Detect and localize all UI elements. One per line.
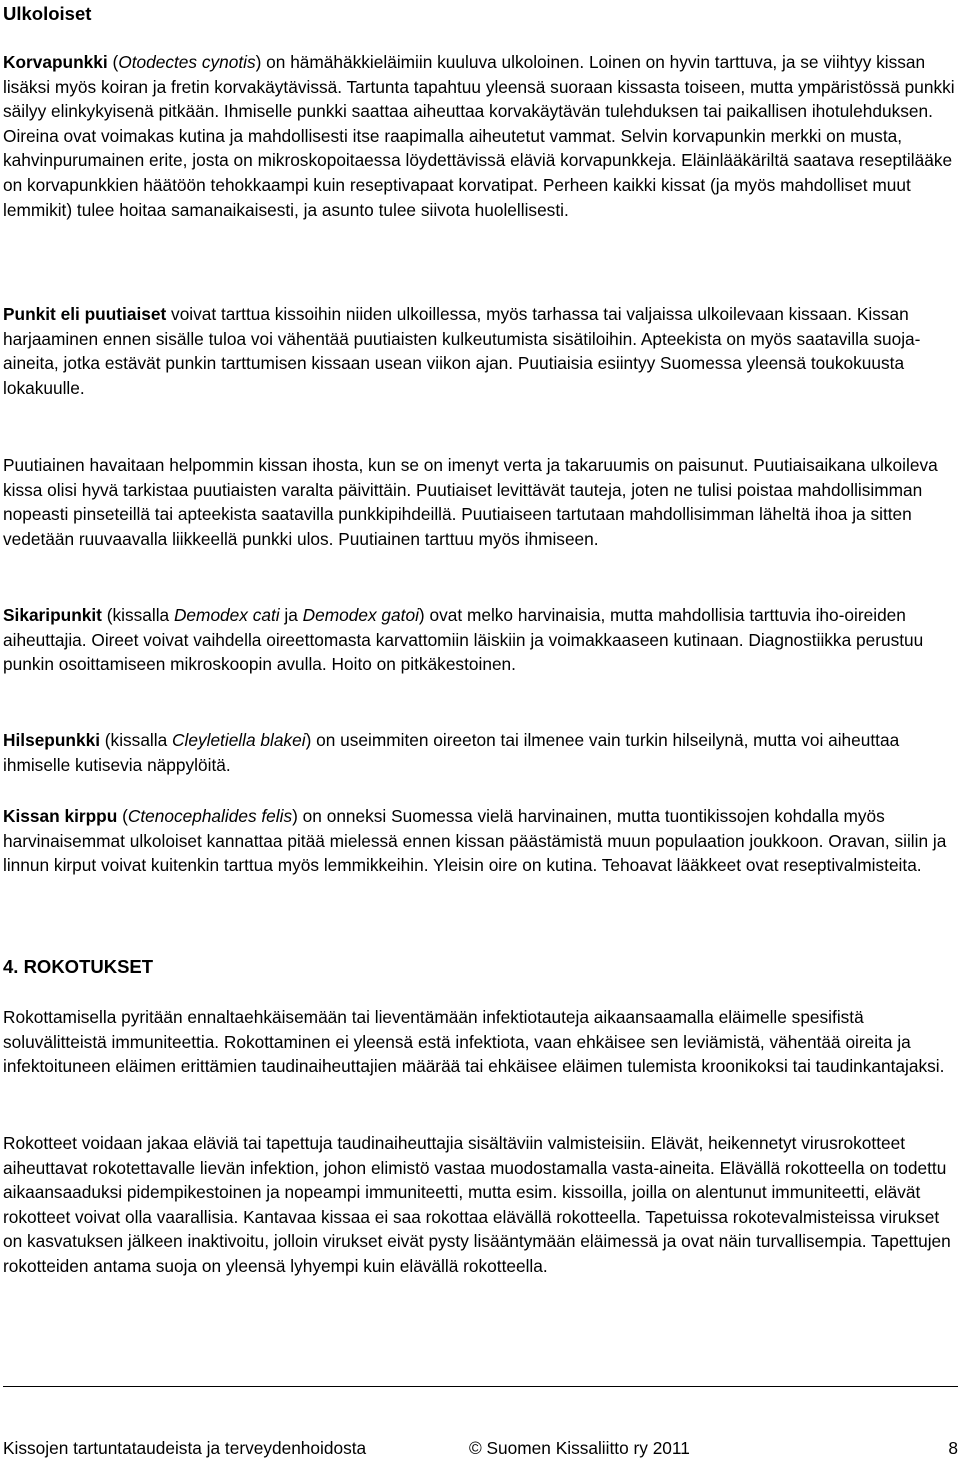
paragraph-text: ) ovat melko harvinaisia, mutta mahdollisia tarttuvia iho-oireiden aiheuttajia. Oireet voivat vaihdella oireettomasta karvattomiin läiskiin ja voimakkaaseen kutinaan. Diagnostiikka perustuu punkin osoittamiseen mikroskoopin avulla. Hoito on pitkäkestoinen.: [3, 605, 924, 675]
text-fragment: (kissalla: [101, 605, 174, 625]
term-sikaripunkit: Sikaripunkit: [3, 605, 102, 625]
paragraph-text: voivat tarttua kissoihin niiden ulkoillessa, myös tarhassa tai valjaissa ulkoilevaan kissaan. Kissan harjaaminen ennen sisälle tuloa voi vähentää puutiaisten kulkeutumista sisätiloihin. Apteekista on myös saatavilla suoja-aineita, jotka estävät punkin tarttumisen kissaan usean viikon ajan. Puutiaisia esiintyy Suomessa yleensä toukokuusta lokakuulle.: [3, 304, 921, 398]
paragraph-korvapunkki: [3, 50, 955, 222]
paragraph-hilsepunkki: [3, 728, 955, 777]
text-fragment: (: [107, 52, 119, 72]
footer-copyright: © Suomen Kissaliitto ry 2011: [469, 1438, 690, 1458]
text-fragment: (kissalla: [100, 730, 173, 750]
paragraph-rokotus-2: Rokotteet voidaan jakaa eläviä tai tapettuja taudinaiheuttajia sisältäviin valmisteisiin. Elävät, heikennetyt virusrokotteet aiheuttavat rokotettavalle lievän infektion, johon elimistö vastaa muodostamalla vasta-aineita. Elävällä rokotteella on todettu aikaansaaduksi pidempikestoinen ja nopeampi immuniteetti, mutta esim. kissoilla, joilla on alentunut immuniteetti, elävät rokotteet voivat olla vaarallisia. Kantavaa kissaa ei saa rokottaa elävällä rokotteella. Tapetuissa rokotevalmisteissa virukset on kasvatuksen jälkeen inaktivoitu, jolloin virukset eivät pysty lisääntymään eläimessä ja ovat näin turvallisempia. Tapettujen rokotteiden antama suoja on yleensä lyhyempi kuin elävällä rokotteella.: [3, 1133, 951, 1276]
footer-title: Kissojen tartuntataudeista ja terveydenhoidosta: [3, 1438, 367, 1458]
text-fragment: ja: [279, 605, 303, 625]
paragraph-punkit: [3, 302, 955, 400]
latin-name: Ctenocephalides felis: [127, 806, 293, 826]
latin-name: Demodex cati: [173, 605, 280, 625]
paragraph-kirppu: [3, 804, 955, 878]
paragraph-rokotus-1: Rokottamisella pyritään ennaltaehkäisemään tai lieventämään infektiotauteja aikaansaamalla eläimelle spesifistä soluvälitteistä immuniteettia. Rokottaminen ei yleensä estä infektiota, vaan ehkäisee sen leviämistä, vähentää oireita ja infektoituneen eläimen erittämien taudinaiheuttajien määrää tai ehkäisee eläimen tulemista kroonikoksi tai taudinkantajaksi.: [3, 1007, 945, 1077]
term-hilsepunkki: Hilsepunkki: [3, 730, 100, 750]
page-footer: [3, 1436, 958, 1462]
latin-name: Cleyletiella blakei: [172, 730, 306, 750]
term-korvapunkki: Korvapunkki: [3, 52, 108, 72]
page-number: 8: [948, 1438, 958, 1458]
paragraph-text: ) on hämähäkkieläimiin kuuluva ulkoloinen. Loinen on hyvin tarttuva, ja se viihtyy kissan lisäksi myös koiran ja fretin korvakäytävissä. Tartunta tapahtuu yleensä suoraan kissasta toiseen, mutta ympäristössä punkki säilyy elinkykyisenä pitkään. Ihmiselle punkki saattaa aiheuttaa korvakäytävän tulehduksen tai paikallisen ihotulehduksen. Oireina ovat voimakas kutina ja mahdollisesti itse raapimalla aiheutetut vammat. Selvin korvapunkin merkki on musta, kahvinpurumainen erite, josta on mikroskopoitaessa löydettävissä eläviä korvapunkkeja. Eläinlääkäriltä saatava reseptilääke on korvapunkkien häätöön tehokkaampi kuin reseptivapaat korvatipat. Perheen kaikki kissat (ja myös mahdolliset muut lemmikit) tulee hoitaa samanaikaisesti, ja asunto tulee siivota huolellisesti.: [3, 52, 955, 220]
paragraph-puutiainen: Puutiainen havaitaan helpommin kissan ihosta, kun se on imenyt verta ja takaruumis on paisunut. Puutiaisaikana ulkoileva kissa olisi hyvä tarkistaa puutiaisten varalta päivittäin. Puutiaiset levittävät tauteja, joten ne tulisi poistaa mahdollisimman nopeasti pinseteillä tai apteekista saatavilla punkkipihdeillä. Puutiaiseen tartutaan mahdollisimman läheltä ihoa ja sitten vedetään ruuvaavalla liikkeellä punkki ulos. Puutiainen tarttuu myös ihmiseen.: [3, 455, 938, 549]
footer-divider: [3, 1386, 958, 1387]
paragraph-text: ) on onneksi Suomessa vielä harvinainen, mutta tuontikissojen kohdalla myös harvinaisemmat ulkoloiset kannattaa pitää mielessä ennen kissan päästämistä muun populaation joukkoon. Oravan, siilin ja linnun kirput voivat kuitenkin tarttua myös lemmikkeihin. Yleisin oire on kutina. Tehoavat lääkkeet ovat reseptivalmisteita.: [3, 806, 947, 876]
text-fragment: (: [117, 806, 128, 826]
section-title: Ulkoloiset: [3, 3, 92, 24]
paragraph-sikaripunkit: [3, 603, 955, 677]
term-kirppu: Kissan kirppu: [3, 806, 118, 826]
latin-name: Demodex gatoi: [302, 605, 419, 625]
heading-rokotukset: 4. ROKOTUKSET: [3, 956, 154, 977]
paragraph-text: ) on useimmiten oireeton tai ilmenee vain turkin hilseilynä, mutta voi aiheuttaa ihmiselle kutisevia näppylöitä.: [3, 730, 900, 775]
latin-name: Otodectes cynotis: [118, 52, 256, 72]
term-punkit: Punkit eli puutiaiset: [3, 304, 167, 324]
